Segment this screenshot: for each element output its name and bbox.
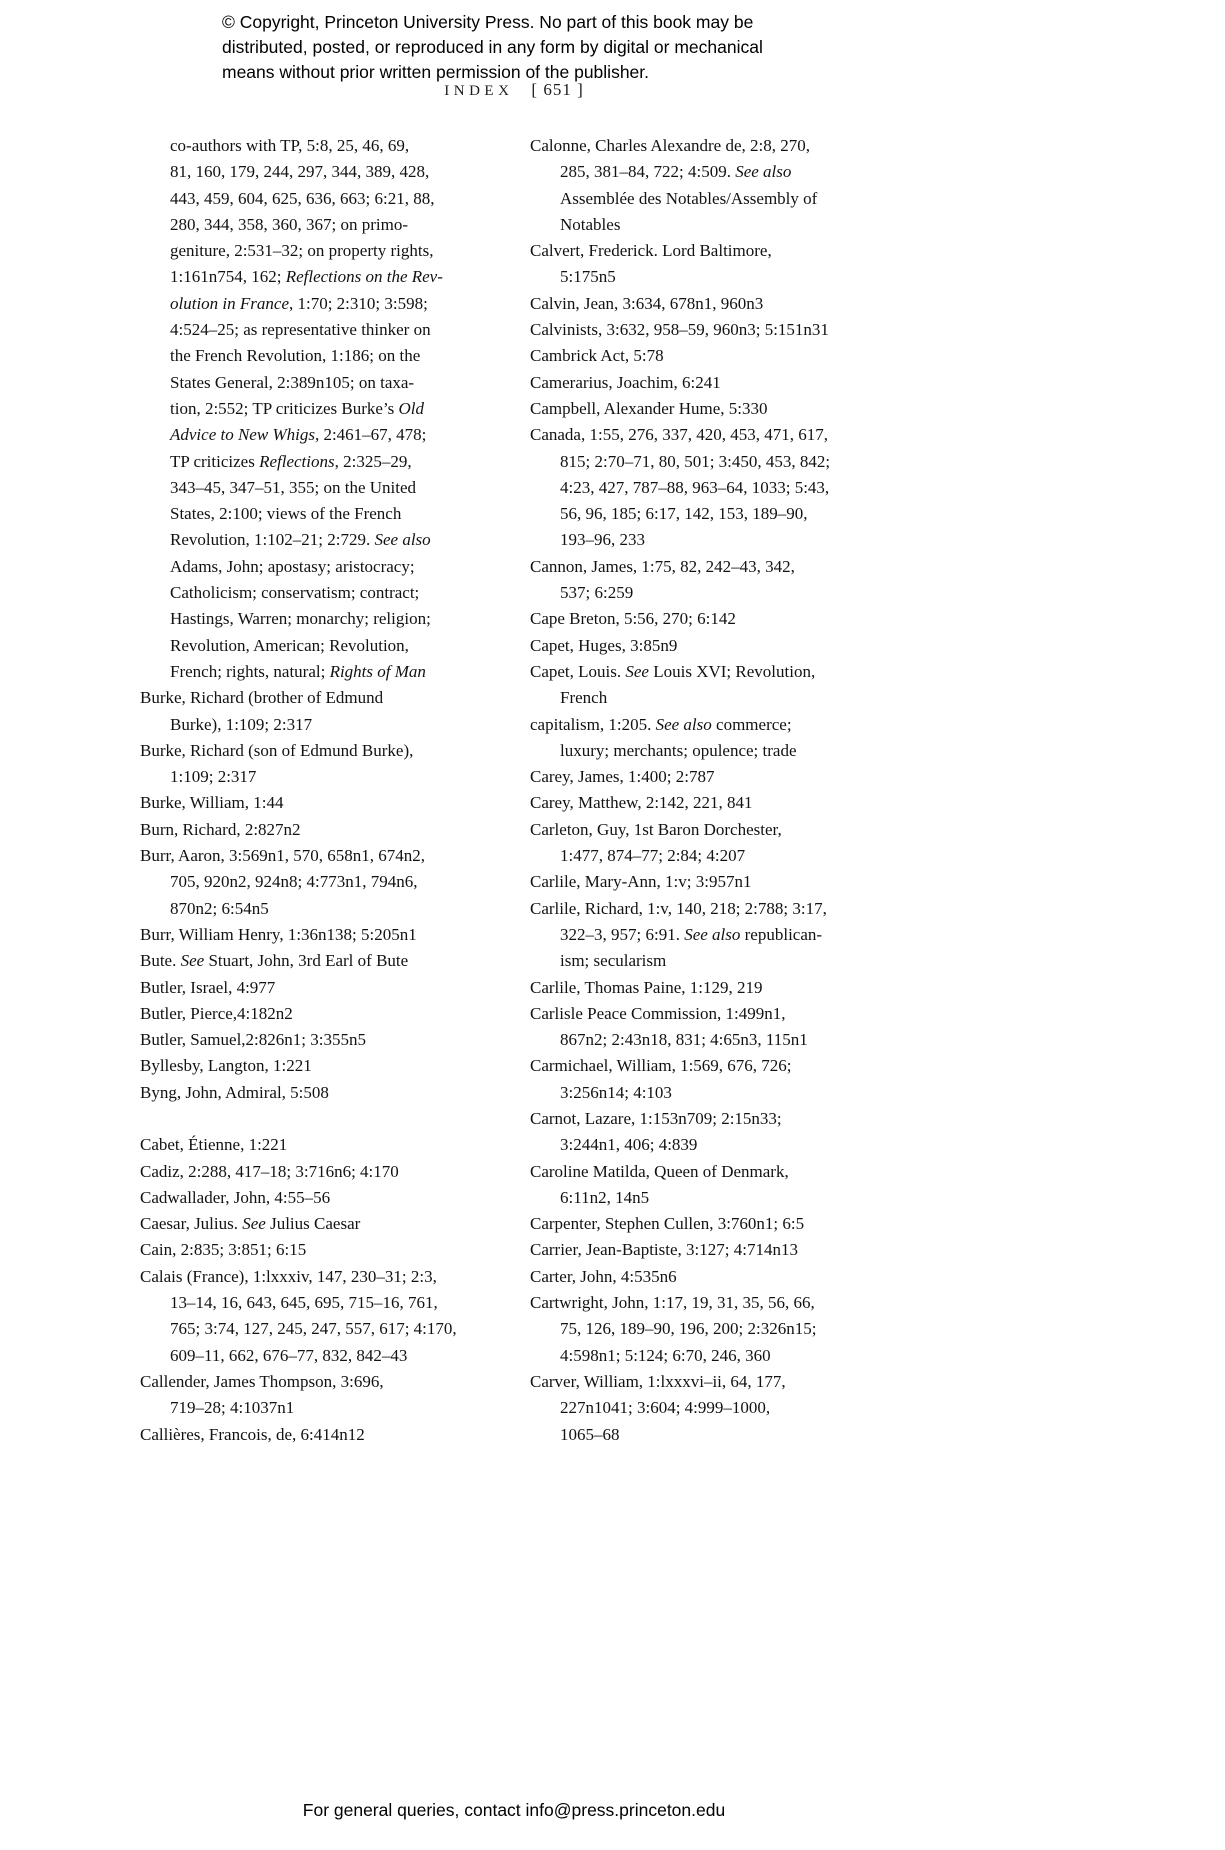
index-entry-line xyxy=(140,1185,505,1211)
entry-text: ism; secularism xyxy=(560,951,667,971)
entry-text: Burke, William, 1:44 xyxy=(140,793,284,813)
index-entry-line xyxy=(530,580,905,606)
footer-query-contact: For general queries, contact info@press.princeton.edu xyxy=(302,1800,726,1820)
index-entry xyxy=(140,1185,505,1211)
index-entry-line xyxy=(140,449,505,475)
entry-text: 4:598n1; 5:124; 6:70, 246, 360 xyxy=(560,1345,771,1365)
index-entry xyxy=(530,790,905,816)
index-entry xyxy=(530,817,905,870)
entry-text: 537; 6:259 xyxy=(560,583,634,603)
entry-text: 5:175n5 xyxy=(560,267,616,287)
index-entry-line xyxy=(140,869,505,895)
entry-text: Calonne, Charles Alexandre de, 2:8, 270, xyxy=(530,136,810,155)
entry-text: 285, 381–84, 722; 4:509. xyxy=(560,162,736,182)
entry-text: Cain, 2:835; 3:851; 6:15 xyxy=(140,1240,307,1260)
index-entry xyxy=(530,422,905,553)
entry-text: Callières, Francois, de, 6:414n12 xyxy=(140,1424,365,1444)
entry-text: Butler, Pierce,4:182n2 xyxy=(140,1003,293,1023)
index-entry xyxy=(140,738,505,791)
index-entry-line xyxy=(530,1132,905,1158)
entry-text: Adams, John; apostasy; aristocracy; xyxy=(170,556,415,576)
entry-text: Calvinists, 3:632, 958–59, 960n3; 5:151n31 xyxy=(530,320,829,340)
copyright-line: means without prior written permission of the publisher. xyxy=(222,62,650,82)
italic-text: Reflections on the Rev- xyxy=(285,267,443,287)
index-entry-line xyxy=(530,922,905,948)
entry-text: Burr, Aaron, 3:569n1, 570, 658n1, 674n2, xyxy=(140,846,425,866)
index-entry xyxy=(530,554,905,607)
entry-text: , 1:70; 2:310; 3:598; xyxy=(288,293,428,313)
index-entry-line xyxy=(530,1395,905,1421)
index-entry-line xyxy=(140,159,505,185)
entry-text: 4:23, 427, 787–88, 963–64, 1033; 5:43, xyxy=(560,477,830,497)
index-entry-line xyxy=(530,1237,905,1263)
index-entry xyxy=(140,1159,505,1185)
italic-text: See xyxy=(625,661,649,681)
entry-text: Carver, William, 1:lxxxvi–ii, 64, 177, xyxy=(530,1371,786,1391)
index-entry xyxy=(530,764,905,790)
index-entry-line xyxy=(530,343,905,369)
index-entry-line xyxy=(530,1106,905,1132)
page-header xyxy=(140,80,888,100)
entry-text: 815; 2:70–71, 80, 501; 3:450, 453, 842; xyxy=(560,451,831,471)
index-entry-line xyxy=(530,817,905,843)
index-entry-line xyxy=(530,1185,905,1211)
entry-text: Burn, Richard, 2:827n2 xyxy=(140,819,301,839)
index-entry-line xyxy=(530,396,905,422)
entry-text: Carlile, Thomas Paine, 1:129, 219 xyxy=(530,977,763,997)
entry-text: Assemblée des Notables/Assembly of xyxy=(560,188,818,208)
index-entry xyxy=(140,1080,505,1106)
index-entry-line xyxy=(140,606,505,632)
index-entry-line xyxy=(530,422,905,448)
entry-text: 4:524–25; as representative thinker on xyxy=(170,320,431,340)
index-entry xyxy=(530,1053,905,1106)
entry-text: Caesar, Julius. xyxy=(140,1214,243,1234)
index-entry xyxy=(530,370,905,396)
index-entry-line xyxy=(140,1080,505,1106)
entry-text: 193–96, 233 xyxy=(560,530,645,550)
italic-text: See xyxy=(180,951,205,971)
entry-text: Burr, William Henry, 1:36n138; 5:205n1 xyxy=(140,924,417,944)
index-entry-line xyxy=(530,1159,905,1185)
page-number: [ 651 ] xyxy=(531,80,584,99)
index-entry-line xyxy=(530,238,905,264)
italic-text: Old xyxy=(398,398,425,418)
index-entry xyxy=(530,396,905,422)
index-entry-line xyxy=(530,659,905,685)
entry-text: Catholicism; conservatism; contract; xyxy=(170,583,420,603)
entry-text: Bute. xyxy=(140,951,181,971)
entry-text: luxury; merchants; opulence; trade xyxy=(560,740,797,760)
entry-text: geniture, 2:531–32; on property rights, xyxy=(170,241,434,261)
index-entry-line xyxy=(140,1343,505,1369)
entry-text: Revolution, 1:102–21; 2:729. xyxy=(170,530,375,550)
index-entry xyxy=(530,1290,905,1369)
index-entry-line xyxy=(530,1053,905,1079)
index-entry xyxy=(530,1264,905,1290)
index-entry-line xyxy=(530,317,905,343)
italic-text: See also xyxy=(655,714,712,734)
index-entry-line xyxy=(140,1053,505,1079)
index-entry-line xyxy=(140,712,505,738)
index-entry xyxy=(530,238,905,291)
entry-text: Calais (France), 1:lxxxiv, 147, 230–31; 2:3, xyxy=(140,1266,437,1286)
entry-text: Cambrick Act, 5:78 xyxy=(530,346,664,366)
index-entry-line xyxy=(140,1211,505,1237)
index-entry-line xyxy=(530,133,905,159)
index-entry-line xyxy=(530,1264,905,1290)
index-entry-line xyxy=(140,1132,505,1158)
entry-text: 1:477, 874–77; 2:84; 4:207 xyxy=(560,846,746,866)
entry-text: Capet, Huges, 3:85n9 xyxy=(530,635,678,655)
index-entry-line xyxy=(140,396,505,422)
entry-text: Calvin, Jean, 3:634, 678n1, 960n3 xyxy=(530,293,764,313)
italic-text: See also xyxy=(374,530,431,550)
entry-text: Carlile, Richard, 1:v, 140, 218; 2:788; 3:17, xyxy=(530,898,827,918)
index-entry-line xyxy=(530,1001,905,1027)
index-entry-line xyxy=(140,1264,505,1290)
italic-text: Rights of Man xyxy=(329,661,426,681)
entry-text: Carmichael, William, 1:569, 676, 726; xyxy=(530,1056,792,1076)
italic-text: Advice to New Whigs xyxy=(170,425,315,445)
entry-text: Cape Breton, 5:56, 270; 6:142 xyxy=(530,609,736,629)
entry-text: 1:161n754, 162; xyxy=(170,267,286,287)
index-entry-line xyxy=(530,738,905,764)
entry-text: 13–14, 16, 643, 645, 695, 715–16, 761, xyxy=(170,1293,438,1313)
entry-text: the French Revolution, 1:186; on the xyxy=(170,346,421,366)
entry-text: capitalism, 1:205. xyxy=(530,714,656,734)
index-entry-line xyxy=(140,1027,505,1053)
entry-text: 6:11n2, 14n5 xyxy=(560,1187,650,1207)
entry-text: Carey, James, 1:400; 2:787 xyxy=(530,767,715,787)
index-entry-line xyxy=(140,264,505,290)
index-entry xyxy=(530,1001,905,1054)
index-entry-line xyxy=(140,501,505,527)
index-entry xyxy=(530,291,905,317)
copyright-line: distributed, posted, or reproduced in any form by digital or mechanical xyxy=(222,37,763,57)
index-entry xyxy=(140,1001,505,1027)
index-left-column xyxy=(140,133,505,1448)
entry-text: Canada, 1:55, 276, 337, 420, 453, 471, 617, xyxy=(530,425,828,445)
index-entry-line xyxy=(140,975,505,1001)
entry-text: Cadwallader, John, 4:55–56 xyxy=(140,1187,331,1207)
italic-text: Reflections xyxy=(259,451,335,471)
index-entry-line xyxy=(530,1316,905,1342)
entry-text: 1065–68 xyxy=(560,1424,620,1444)
index-entry-line xyxy=(530,712,905,738)
index-entry-line xyxy=(140,790,505,816)
entry-text: Revolution, American; Revolution, xyxy=(170,635,409,655)
index-entry xyxy=(530,1106,905,1159)
entry-text: Cartwright, John, 1:17, 19, 31, 35, 56, 66, xyxy=(530,1293,815,1313)
index-entry-line xyxy=(140,527,505,553)
index-entry-line xyxy=(530,159,905,185)
index-entry-line xyxy=(140,317,505,343)
index-entry-line xyxy=(140,1316,505,1342)
index-title: INDEX xyxy=(444,83,514,99)
entry-text: Hastings, Warren; monarchy; religion; xyxy=(170,609,431,629)
index-entry xyxy=(140,1053,505,1079)
index-entry-line xyxy=(530,1080,905,1106)
entry-text: Butler, Israel, 4:977 xyxy=(140,977,276,997)
entry-text: 343–45, 347–51, 355; on the United xyxy=(170,477,417,497)
index-entry-line xyxy=(140,764,505,790)
index-entry-line xyxy=(530,606,905,632)
index-entry-line xyxy=(140,422,505,448)
index-entry-line xyxy=(530,291,905,317)
index-entry xyxy=(140,817,505,843)
index-entry-line xyxy=(140,659,505,685)
entry-text: 81, 160, 179, 244, 297, 344, 389, 428, xyxy=(170,162,430,182)
index-entry xyxy=(530,633,905,659)
index-entry xyxy=(140,1237,505,1263)
index-entry xyxy=(140,1369,505,1422)
index-entry-line xyxy=(530,1422,905,1448)
italic-text: See also xyxy=(735,162,792,182)
entry-text: Burke, Richard (brother of Edmund xyxy=(140,688,384,708)
index-entry xyxy=(530,869,905,895)
entry-text: 1:109; 2:317 xyxy=(170,767,257,787)
entry-text: , 2:325–29, xyxy=(334,451,412,471)
index-entry-line xyxy=(530,843,905,869)
index-entry-line xyxy=(530,948,905,974)
index-entry-line xyxy=(140,475,505,501)
index-entry-line xyxy=(140,843,505,869)
entry-text: 56, 96, 185; 6:17, 142, 153, 189–90, xyxy=(560,504,808,524)
index-entry xyxy=(530,343,905,369)
entry-text: Stuart, John, 3rd Earl of Bute xyxy=(204,951,409,971)
index-right-column xyxy=(530,133,905,1448)
index-entry-line xyxy=(140,1395,505,1421)
index-entry-line xyxy=(530,633,905,659)
index-entry-line xyxy=(530,790,905,816)
index-entry-line xyxy=(140,685,505,711)
index-entry-line xyxy=(530,186,905,212)
entry-text: Capet, Louis. xyxy=(530,661,626,681)
italic-text: olution in France xyxy=(170,293,289,313)
entry-text: 705, 920n2, 924n8; 4:773n1, 794n6, xyxy=(170,872,418,892)
index-entry-line xyxy=(530,449,905,475)
index-entry-line xyxy=(530,1290,905,1316)
entry-text: 765; 3:74, 127, 245, 247, 557, 617; 4:170, xyxy=(170,1319,457,1339)
index-entry xyxy=(140,1264,505,1369)
index-entry-line xyxy=(530,764,905,790)
entry-text: 227n1041; 3:604; 4:999–1000, xyxy=(560,1398,771,1418)
entry-text: Louis XVI; Revolution, xyxy=(648,661,816,681)
index-entry xyxy=(140,975,505,1001)
section-gap xyxy=(140,1106,505,1132)
index-entry-line xyxy=(140,370,505,396)
index-entry-line xyxy=(140,554,505,580)
index-entry-line xyxy=(530,1211,905,1237)
entry-text: 3:256n14; 4:103 xyxy=(560,1082,672,1102)
entry-text: Carter, John, 4:535n6 xyxy=(530,1266,677,1286)
entry-text: 719–28; 4:1037n1 xyxy=(170,1398,295,1418)
index-entry-line xyxy=(530,1027,905,1053)
italic-text: See also xyxy=(684,924,741,944)
entry-text: Byng, John, Admiral, 5:508 xyxy=(140,1082,329,1102)
entry-text: Burke, Richard (son of Edmund Burke), xyxy=(140,740,414,760)
index-entry-line xyxy=(530,685,905,711)
index-entry-line xyxy=(140,238,505,264)
index-entry-line xyxy=(140,633,505,659)
index-entry-line xyxy=(530,975,905,1001)
copyright-notice xyxy=(222,10,862,85)
entry-text: 609–11, 662, 676–77, 832, 842–43 xyxy=(170,1345,408,1365)
index-entry-line xyxy=(140,1159,505,1185)
index-entry-line xyxy=(140,343,505,369)
entry-text: Carrier, Jean-Baptiste, 3:127; 4:714n13 xyxy=(530,1240,798,1260)
index-entry xyxy=(530,712,905,765)
index-entry-line xyxy=(530,869,905,895)
entry-text: tion, 2:552; TP criticizes Burke’s xyxy=(170,398,399,418)
index-entry xyxy=(140,1422,505,1448)
entry-text: 75, 126, 189–90, 196, 200; 2:326n15; xyxy=(560,1319,817,1339)
index-entry-line xyxy=(140,738,505,764)
index-entry-line xyxy=(140,1290,505,1316)
entry-text: Cabet, Étienne, 1:221 xyxy=(140,1135,288,1155)
index-entry xyxy=(140,1132,505,1158)
entry-text: Camerarius, Joachim, 6:241 xyxy=(530,372,721,392)
entry-text: Cannon, James, 1:75, 82, 242–43, 342, xyxy=(530,556,795,576)
entry-text: republican- xyxy=(740,924,823,944)
index-entry-line xyxy=(140,817,505,843)
index-entry xyxy=(140,922,505,948)
index-entry-line xyxy=(530,370,905,396)
index-entry-line xyxy=(140,1422,505,1448)
index-entry-line xyxy=(530,475,905,501)
entry-text: 867n2; 2:43n18, 831; 4:65n3, 115n1 xyxy=(560,1030,808,1050)
index-entry xyxy=(140,1027,505,1053)
index-entry-line xyxy=(140,133,505,159)
entry-text: Carey, Matthew, 2:142, 221, 841 xyxy=(530,793,753,813)
index-entry xyxy=(140,133,505,685)
entry-text: co-authors with TP, 5:8, 25, 46, 69, xyxy=(170,136,410,155)
index-entry-line xyxy=(530,501,905,527)
index-entry-line xyxy=(530,264,905,290)
index-entry xyxy=(530,1237,905,1263)
entry-text: Butler, Samuel,2:826n1; 3:355n5 xyxy=(140,1030,366,1050)
index-entry xyxy=(530,659,905,712)
index-entry-line xyxy=(140,948,505,974)
entry-text: Carpenter, Stephen Cullen, 3:760n1; 6:5 xyxy=(530,1214,805,1234)
index-entry-line xyxy=(530,896,905,922)
index-entry xyxy=(530,975,905,1001)
entry-text: 280, 344, 358, 360, 367; on primo- xyxy=(170,214,408,234)
index-entry-line xyxy=(140,896,505,922)
entry-text: Carlile, Mary-Ann, 1:v; 3:957n1 xyxy=(530,872,752,892)
entry-text: 322–3, 957; 6:91. xyxy=(560,924,685,944)
index-entry xyxy=(530,896,905,975)
index-entry-line xyxy=(140,1001,505,1027)
entry-text: 3:244n1, 406; 4:839 xyxy=(560,1135,698,1155)
entry-text: Calvert, Frederick. Lord Baltimore, xyxy=(530,241,772,261)
index-entry xyxy=(140,948,505,974)
entry-text: Cadiz, 2:288, 417–18; 3:716n6; 4:170 xyxy=(140,1161,399,1181)
index-entry xyxy=(530,1159,905,1212)
italic-text: See xyxy=(242,1214,266,1234)
index-entry-line xyxy=(530,1369,905,1395)
index-entry xyxy=(530,317,905,343)
entry-text: Carleton, Guy, 1st Baron Dorchester, xyxy=(530,819,782,839)
entry-text: TP criticizes xyxy=(170,451,260,471)
index-entry xyxy=(140,790,505,816)
index-entry xyxy=(530,133,905,238)
index-entry xyxy=(530,1369,905,1448)
index-entry-line xyxy=(140,1369,505,1395)
entry-text: Carnot, Lazare, 1:153n709; 2:15n33; xyxy=(530,1108,782,1128)
index-entry-line xyxy=(140,291,505,317)
index-entry-line xyxy=(140,1237,505,1263)
index-entry-line xyxy=(140,580,505,606)
entry-text: Julius Caesar xyxy=(265,1214,361,1234)
entry-text: commerce; xyxy=(711,714,792,734)
entry-text: Caroline Matilda, Queen of Denmark, xyxy=(530,1161,789,1181)
entry-text: French; rights, natural; xyxy=(170,661,330,681)
index-entry-line xyxy=(530,527,905,553)
entry-text: 870n2; 6:54n5 xyxy=(170,898,269,918)
entry-text: Campbell, Alexander Hume, 5:330 xyxy=(530,398,768,418)
entry-text: States, 2:100; views of the French xyxy=(170,504,402,524)
index-entry xyxy=(140,685,505,738)
entry-text: Notables xyxy=(560,214,621,234)
entry-text: Byllesby, Langton, 1:221 xyxy=(140,1056,312,1076)
index-entry xyxy=(530,1211,905,1237)
copyright-line: © Copyright, Princeton University Press. No part of this book may be xyxy=(222,12,754,32)
index-entry-line xyxy=(530,1343,905,1369)
index-entry xyxy=(140,1211,505,1237)
entry-text: Carlisle Peace Commission, 1:499n1, xyxy=(530,1003,786,1023)
entry-text: French xyxy=(560,688,608,708)
entry-text: 443, 459, 604, 625, 636, 663; 6:21, 88, xyxy=(170,188,435,208)
entry-text: Burke), 1:109; 2:317 xyxy=(170,714,313,734)
index-entry-line xyxy=(140,186,505,212)
index-entry-line xyxy=(530,212,905,238)
entry-text: , 2:461–67, 478; xyxy=(314,425,427,445)
index-entry xyxy=(530,606,905,632)
entry-text: States General, 2:389n105; on taxa- xyxy=(170,372,415,392)
index-entry xyxy=(140,843,505,922)
index-entry-line xyxy=(140,212,505,238)
index-entry-line xyxy=(140,922,505,948)
index-entry-line xyxy=(530,554,905,580)
entry-text: Callender, James Thompson, 3:696, xyxy=(140,1371,384,1391)
